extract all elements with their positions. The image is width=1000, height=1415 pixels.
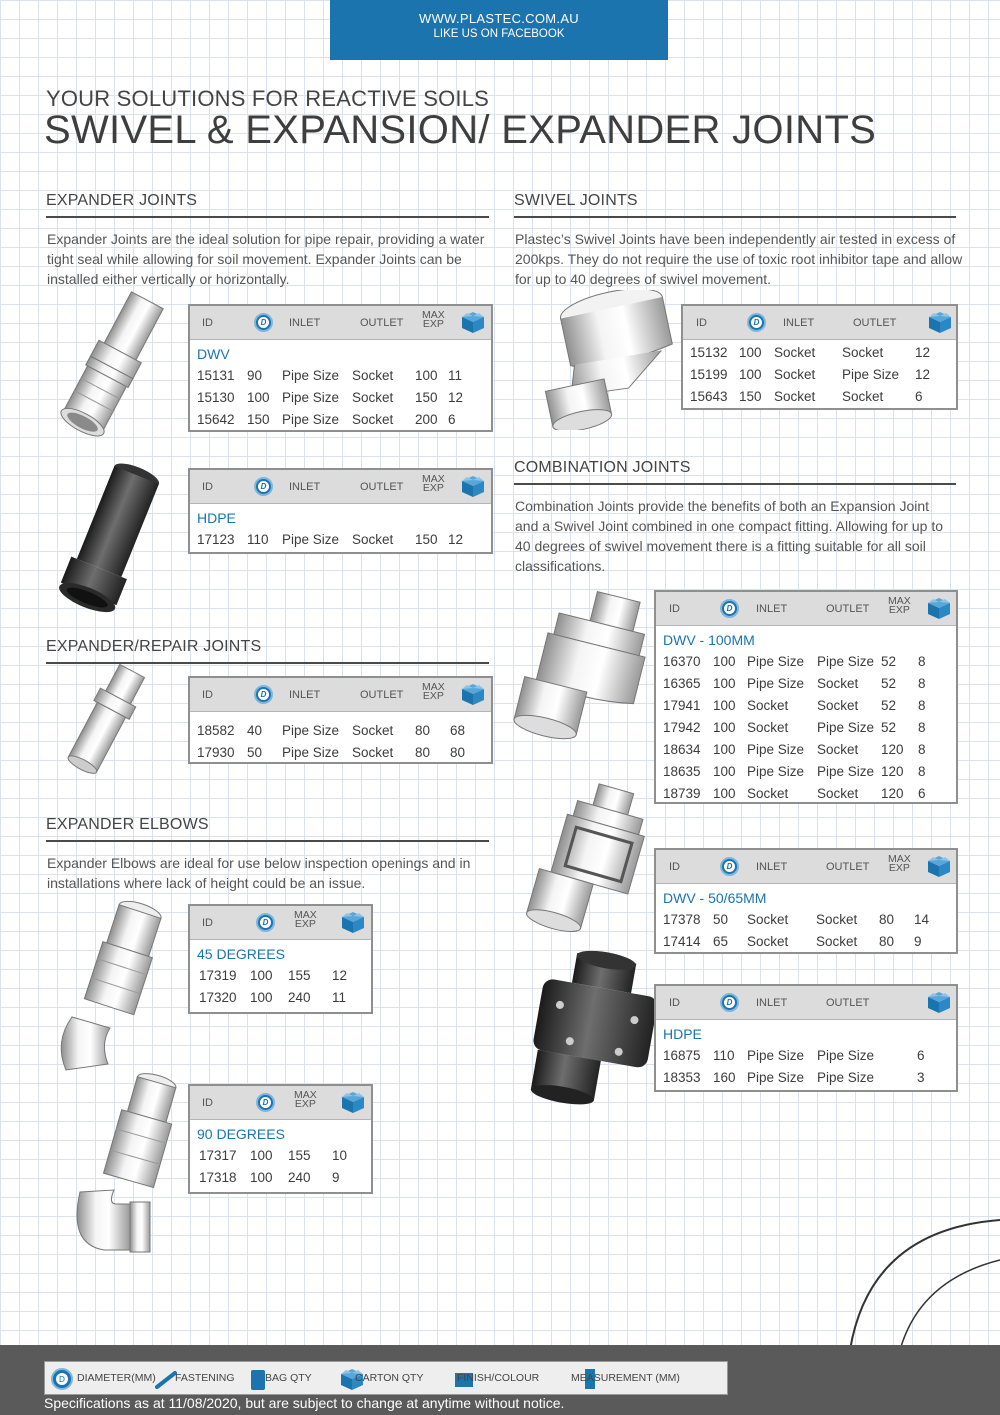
table-row: 15132 100 Socket Socket 12	[690, 345, 931, 360]
diameter-icon	[254, 685, 273, 704]
page-title: SWIVEL & EXPANSION/ EXPANDER JOINTS	[44, 108, 877, 152]
expander-joints-heading: EXPANDER JOINTS	[46, 192, 489, 218]
combination-hdpe-table	[654, 984, 958, 1092]
diameter-icon	[720, 993, 739, 1012]
table-row: 17930 50 Pipe Size Socket 80 80	[197, 745, 466, 760]
swivel-joint-image	[512, 290, 682, 430]
table-row: 17318 100 240 9	[199, 1170, 340, 1185]
table-row: 17414 65 Socket Socket 80 9	[663, 934, 922, 949]
carton-qty-icon	[340, 910, 366, 934]
swivel-joints-table	[681, 304, 958, 410]
elbow-45-image	[44, 892, 174, 1072]
legend-bag-qty: BAG QTY	[265, 1372, 312, 1384]
swivel-joints-description: Plastec’s Swivel Joints have been independently air tested in excess of 200kps. They do not require the use of toxic root inhibitor tape and allow for up to 40 degrees of swivel movement.	[515, 231, 963, 287]
table-row: 18353 160 Pipe Size Pipe Size 3	[663, 1070, 925, 1085]
carton-qty-icon	[460, 682, 486, 706]
combination-joint-dwv5065-image	[506, 782, 656, 948]
table-row: 18582 40 Pipe Size Socket 80 68	[197, 723, 466, 738]
decorative-arc	[840, 1210, 1000, 1350]
table-row: 15131 90 Pipe Size Socket 100 11	[197, 368, 463, 383]
table-header: ID D MAX EXP	[190, 1086, 371, 1120]
diameter-icon	[254, 477, 273, 496]
table-row: 17320 100 240 11	[199, 990, 347, 1005]
table-header: ID D INLET OUTLET MAX EXP	[656, 850, 956, 884]
legend-diameter: DIAMETER(MM)	[77, 1372, 156, 1384]
swivel-joints-heading: SWIVEL JOINTS	[514, 192, 956, 218]
facebook-link[interactable]: LIKE US ON FACEBOOK	[433, 28, 565, 40]
table-row: 17317 100 155 10	[199, 1148, 348, 1163]
legend-carton-qty: CARTON QTY	[355, 1372, 424, 1384]
table-row: 17941 100 Socket Socket 52 8	[663, 698, 926, 713]
table-row: 15642 150 Pipe Size Socket 200 6	[197, 412, 456, 427]
table-row: 18635 100 Pipe Size Pipe Size 120 8	[663, 764, 926, 779]
combination-joints-description: Combination Joints provide the benefits of both an Expansion Joint and a Swivel Joint combined in one compact fitting. Allowing for up to 40 degrees of swivel movement there is a fitting suitable for all soil classifications.	[515, 498, 944, 574]
carton-qty-icon	[926, 990, 952, 1014]
col-inlet: INLET	[289, 317, 321, 329]
table-row: 17942 100 Socket Pipe Size 52 8	[663, 720, 926, 735]
expander-elbows-heading: EXPANDER ELBOWS	[46, 816, 489, 842]
table-row: 16370 100 Pipe Size Pipe Size 52 8	[663, 654, 926, 669]
group-label: DWV	[197, 346, 230, 362]
col-max-exp: MAX EXP	[422, 309, 445, 330]
combination-dwv100-table	[654, 590, 958, 804]
table-row: 17319 100 155 12	[199, 968, 348, 983]
table-header: ID D INLET OUTLET MAX EXP	[190, 470, 491, 504]
col-id: ID	[202, 317, 213, 329]
carton-qty-icon	[460, 474, 486, 498]
expander-joints-dwv-table	[188, 304, 493, 432]
table-row: 15199 100 Socket Pipe Size 12	[690, 367, 931, 382]
expander-joint-dwv-image	[36, 290, 176, 465]
combination-joint-hdpe-image	[512, 950, 662, 1110]
diameter-icon	[256, 913, 275, 932]
diameter-icon	[256, 1093, 275, 1112]
expander-joints-hdpe-table	[188, 468, 493, 554]
group-label: 90 DEGREES	[197, 1126, 285, 1142]
carton-qty-icon	[927, 310, 953, 334]
elbow-90-table	[188, 1084, 373, 1194]
legend-measurement: MEASUREMENT (MM)	[571, 1372, 680, 1384]
expander-joints-description: Expander Joints are the ideal solution for pipe repair, providing a water tight seal while allowing for soil movement. Expander Joints can be installed either vertically or horizontally.	[47, 231, 485, 287]
carton-qty-icon	[340, 1090, 366, 1114]
expander-joint-hdpe-image	[40, 456, 180, 626]
diameter-icon	[51, 1368, 73, 1390]
repair-joints-heading: EXPANDER/REPAIR JOINTS	[46, 638, 489, 664]
table-row: 15643 150 Socket Socket 6	[690, 389, 923, 404]
group-label: HDPE	[197, 510, 236, 526]
legend-finish: FINISH/COLOUR	[457, 1372, 540, 1384]
elbow-90-image	[58, 1064, 188, 1254]
page-subtitle: YOUR SOLUTIONS FOR REACTIVE SOILS	[46, 86, 490, 111]
diameter-icon	[720, 857, 739, 876]
table-row: 16365 100 Pipe Size Socket 52 8	[663, 676, 926, 691]
group-label: DWV - 50/65MM	[663, 890, 767, 906]
col-outlet: OUTLET	[360, 317, 404, 329]
diameter-icon	[254, 313, 273, 332]
table-row: 17378 50 Socket Socket 80 14	[663, 912, 930, 927]
group-label: HDPE	[663, 1026, 702, 1042]
carton-qty-icon	[926, 854, 952, 878]
group-label: DWV - 100MM	[663, 632, 755, 648]
table-header: ID D INLET OUTLET MAX EXP	[656, 592, 956, 626]
repair-joints-table	[188, 676, 493, 764]
table-row: 15130 100 Pipe Size Socket 150 12	[197, 390, 464, 405]
table-header: ID D MAX EXP	[190, 906, 371, 940]
table-header: ID D INLET OUTLET	[683, 306, 956, 340]
table-header: ID D INLET OUTLET MAX EXP	[190, 678, 491, 712]
diameter-icon	[747, 313, 766, 332]
expander-elbows-description: Expander Elbows are ideal for use below inspection openings and in installations where lack of height could be an issue.	[47, 855, 471, 891]
elbow-45-table	[188, 904, 373, 1014]
combination-dwv5065-table	[654, 848, 958, 954]
header-banner	[330, 0, 668, 60]
table-row: 16875 110 Pipe Size Pipe Size 6	[663, 1048, 925, 1063]
table-row: 18634 100 Pipe Size Socket 120 8	[663, 742, 926, 757]
diameter-icon	[720, 599, 739, 618]
svg-text:D: D	[58, 1375, 66, 1384]
table-row: 17123 110 Pipe Size Socket 150 12	[197, 532, 464, 547]
group-label: 45 DEGREES	[197, 946, 285, 962]
repair-joint-image	[44, 664, 164, 784]
table-header	[190, 306, 491, 340]
website-link[interactable]: WWW.PLASTEC.COM.AU	[419, 11, 579, 26]
combination-joints-heading: COMBINATION JOINTS	[514, 459, 956, 485]
carton-qty-icon	[460, 310, 486, 334]
table-row: 18739 100 Socket Socket 120 6	[663, 786, 926, 801]
legend-bar	[44, 1361, 728, 1395]
table-header: ID D INLET OUTLET	[656, 986, 956, 1020]
footer-note: Specifications as at 11/08/2020, but are subject to change at anytime without notice.	[44, 1395, 565, 1411]
legend-fastening: FASTENING	[175, 1372, 235, 1384]
combination-joint-dwv100-image	[506, 590, 656, 750]
carton-qty-icon	[926, 596, 952, 620]
